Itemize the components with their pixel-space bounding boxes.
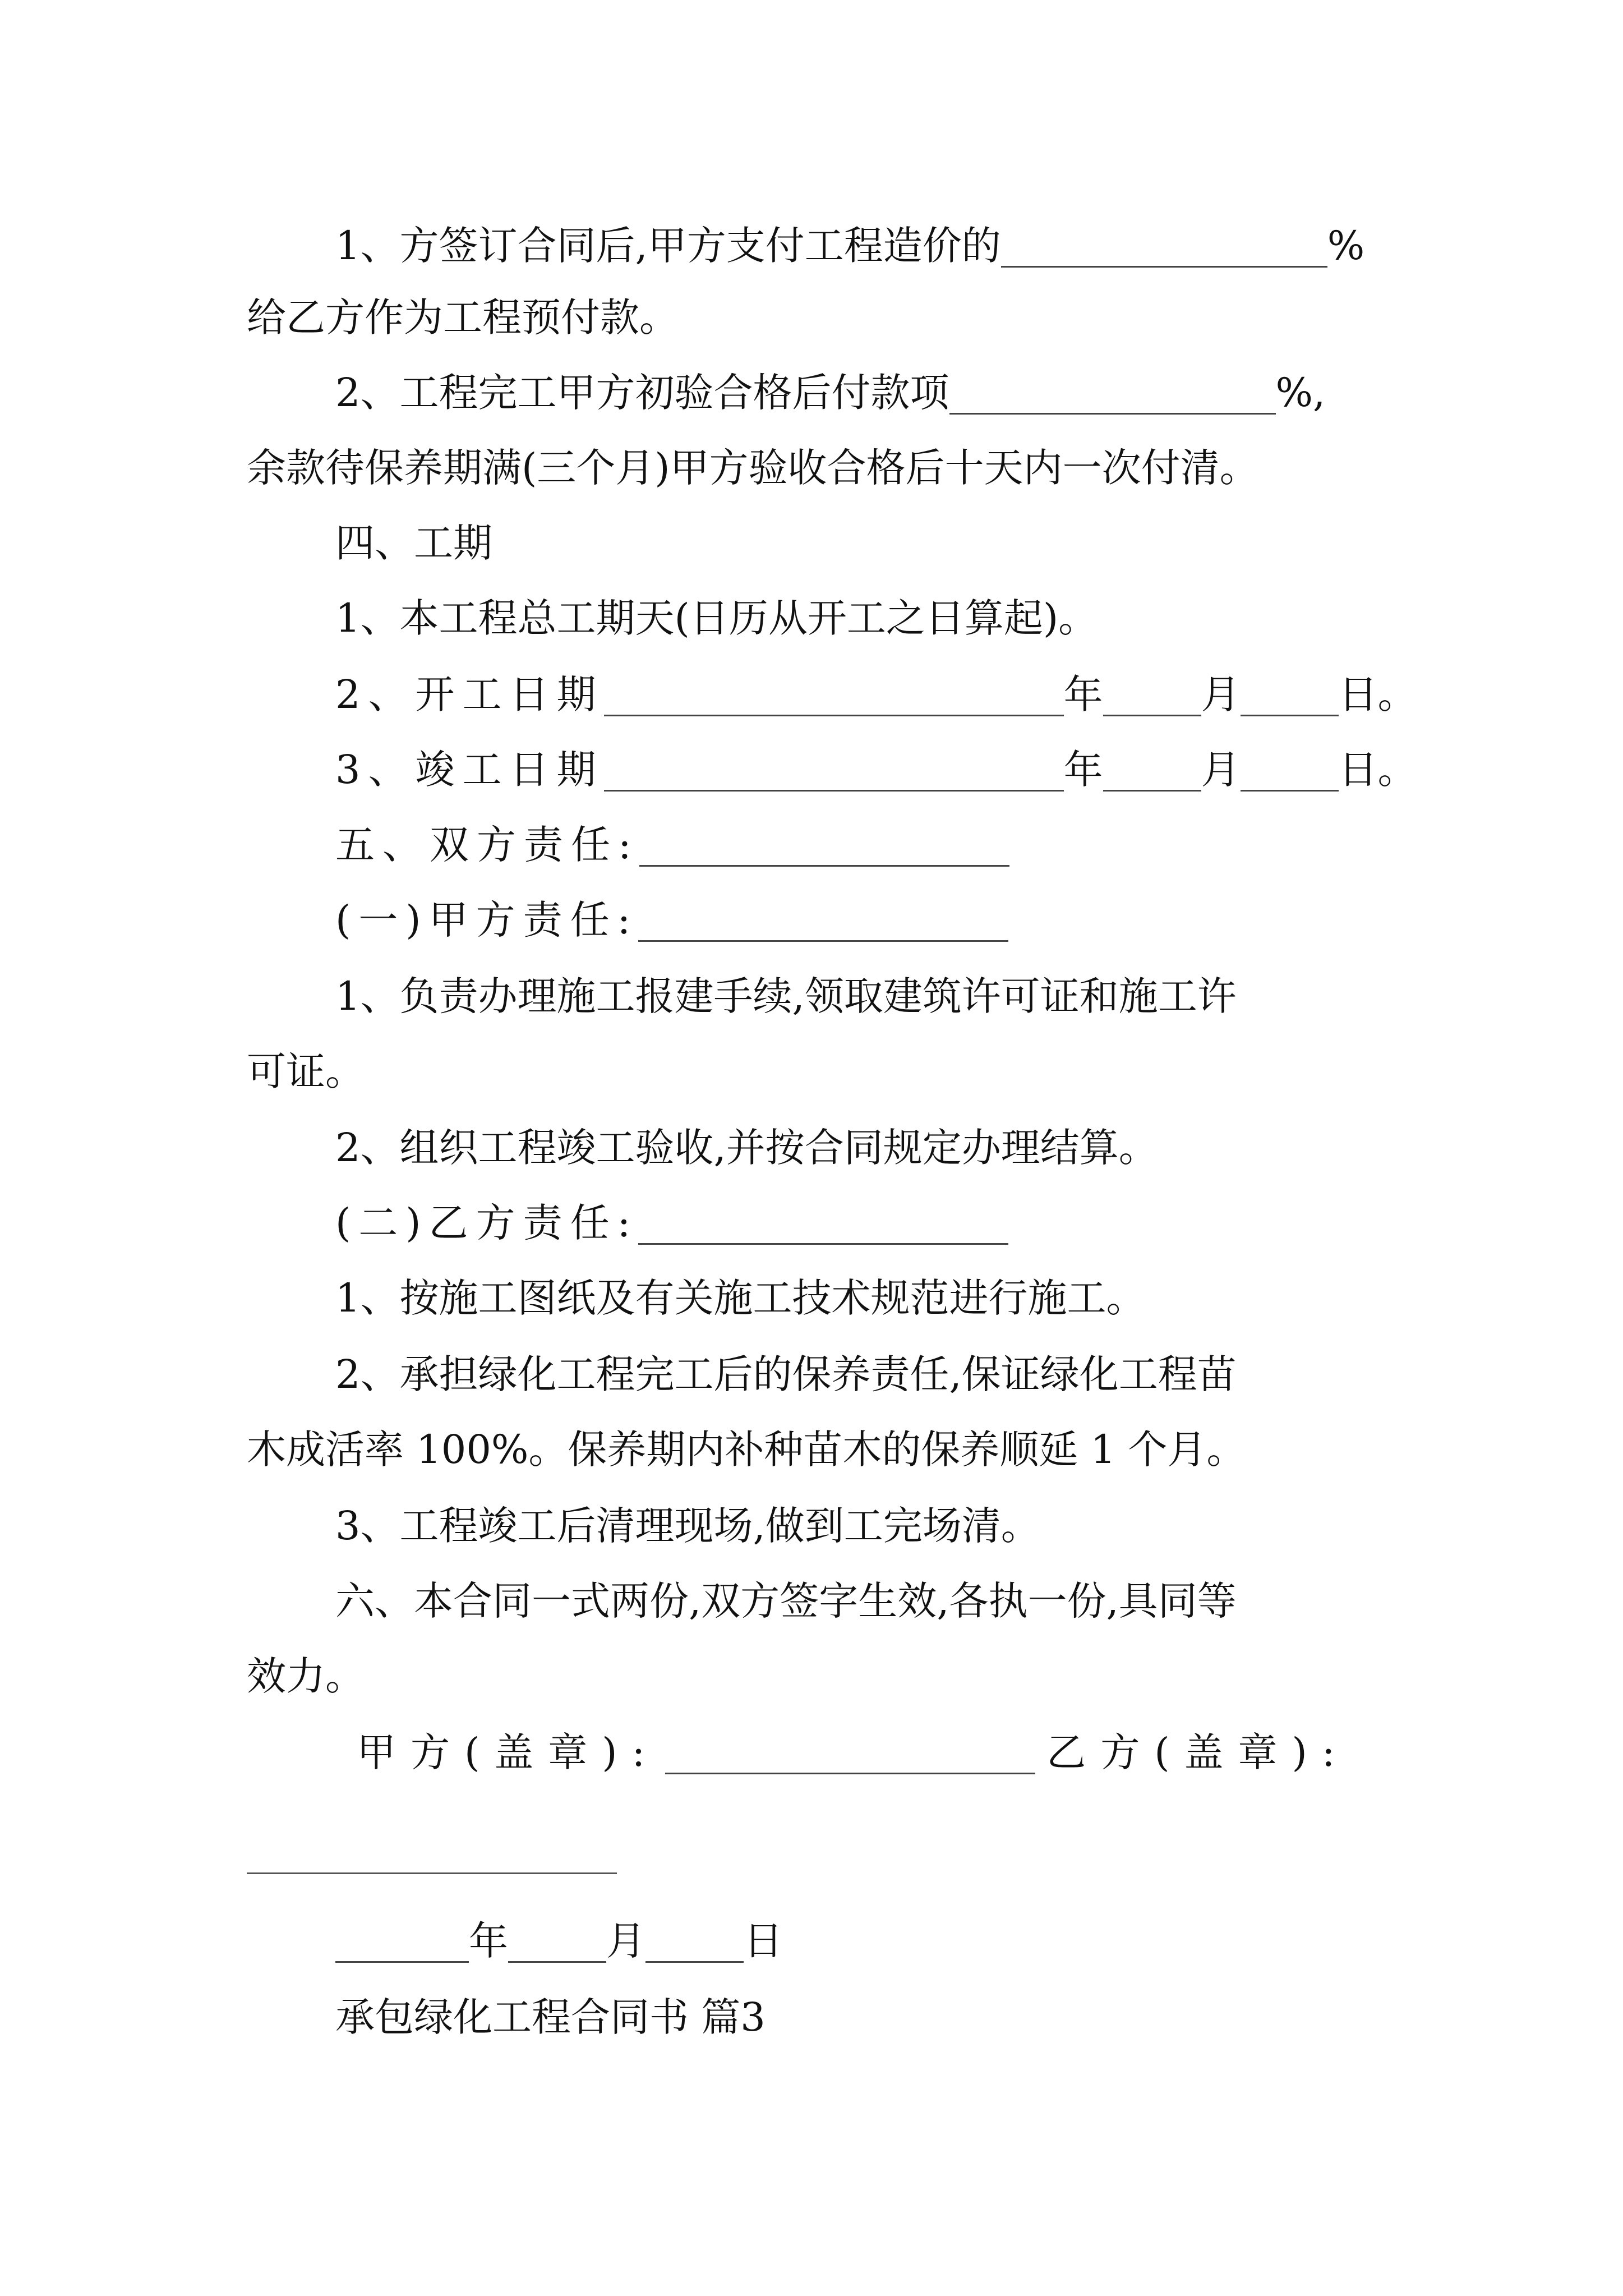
party-b-seal-field[interactable]: [247, 1872, 617, 1874]
section-4-title-text: 四、工期: [335, 520, 492, 566]
section-6-cont-text: 效力。: [247, 1653, 365, 1699]
party-a-responsibility-label: (一)甲方责任:: [335, 897, 639, 943]
day-label: 日。: [1338, 671, 1417, 717]
payment-clause-2-text: 2、工程完工甲方初验合格后付款项: [335, 370, 949, 416]
section-5-title-text: 五、双方责任:: [335, 822, 639, 868]
prepayment-percent-field[interactable]: [1001, 231, 1327, 268]
sign-year-field[interactable]: [335, 1926, 469, 1963]
year-label: 年: [1063, 747, 1103, 793]
year-label: 年: [1063, 671, 1103, 717]
party-a-seal-label: 甲方(盖章):: [357, 1729, 660, 1775]
year-label: 年: [469, 1918, 508, 1964]
party-b-item-2: [0, 1341, 1623, 1408]
sign-day-field[interactable]: [645, 1926, 744, 1963]
end-date-label: 3、竣工日期: [335, 747, 604, 793]
month-label: 月: [606, 1918, 645, 1964]
percent-sign: %,: [1275, 370, 1326, 416]
payment-clause-1-cont-text: 给乙方作为工程预付款。: [247, 295, 679, 341]
section-6-text: 六、本合同一式两份,双方签字生效,各执一份,具同等: [335, 1578, 1237, 1624]
payment-clause-1: [0, 212, 1623, 279]
party-b-seal-label: 乙方(盖章):: [1046, 1729, 1350, 1775]
party-b-item-2-text: 2、承担绿化工程完工后的保养责任,保证绿化工程苗: [335, 1351, 1237, 1397]
section-5-title: [0, 811, 1623, 878]
party-a-item-2-text: 2、组织工程竣工验收,并按合同规定办理结算。: [335, 1125, 1158, 1171]
party-b-item-2-cont-text: 木成活率 100%。保养期内补种苗木的保养顺延 1 个月。: [247, 1427, 1246, 1473]
month-label: 月: [1201, 671, 1241, 717]
party-b-item-3: [0, 1492, 1623, 1559]
party-a-item-1-cont-text: 可证。: [247, 1048, 365, 1094]
duration-clause-text: 1、本工程总工期天(日历从开工之日算起)。: [335, 595, 1098, 641]
next-contract-heading: [0, 1984, 1623, 2051]
acceptance-payment-percent-field[interactable]: [949, 378, 1276, 415]
start-day-field[interactable]: [1241, 680, 1339, 716]
payment-clause-1-text: 1、方签订合同后,甲方支付工程造价的: [335, 223, 1001, 269]
next-contract-heading-text: 承包绿化工程合同书 篇3: [335, 1994, 766, 2040]
sign-month-field[interactable]: [508, 1926, 606, 1963]
party-b-item-1: [0, 1264, 1623, 1332]
section-6-cont: [0, 1642, 1623, 1710]
party-a-item-1-text: 1、负责办理施工报建手续,领取建筑许可证和施工许: [335, 973, 1237, 1019]
party-a-item-2: [0, 1114, 1623, 1181]
day-label: 日: [744, 1918, 783, 1964]
end-year-field[interactable]: [604, 755, 1064, 792]
day-label: 日。: [1338, 747, 1417, 793]
party-a-responsibility-title: [0, 886, 1623, 954]
month-label: 月: [1201, 747, 1241, 793]
signature-line: [0, 1719, 1623, 1786]
start-date-label: 2、开工日期: [335, 671, 604, 717]
start-date-line: [0, 661, 1623, 728]
party-b-responsibility-title: [0, 1189, 1623, 1257]
end-month-field[interactable]: [1103, 755, 1201, 792]
responsibilities-field[interactable]: [639, 830, 1009, 867]
payment-clause-2-cont-text: 余款待保养期满(三个月)甲方验收合格后十天内一次付清。: [247, 445, 1259, 491]
start-year-field[interactable]: [604, 680, 1064, 716]
party-b-responsibility-field[interactable]: [638, 1208, 1008, 1245]
end-day-field[interactable]: [1241, 755, 1339, 792]
payment-clause-1-cont: [0, 284, 1623, 351]
payment-clause-2: [0, 359, 1623, 426]
party-b-item-2-cont: [0, 1416, 1623, 1483]
section-4-title: [0, 509, 1623, 577]
party-b-item-1-text: 1、按施工图纸及有关施工技术规范进行施工。: [335, 1275, 1146, 1321]
party-b-item-3-text: 3、工程竣工后清理现场,做到工完场清。: [335, 1503, 1040, 1549]
percent-sign: %: [1327, 223, 1365, 269]
party-a-seal-field[interactable]: [665, 1738, 1035, 1774]
duration-clause: [0, 585, 1623, 652]
party-a-item-1: [0, 963, 1623, 1030]
sign-date-line: [0, 1907, 1623, 1975]
section-6: [0, 1567, 1623, 1635]
party-b-responsibility-label: (二)乙方责任:: [335, 1200, 639, 1246]
start-month-field[interactable]: [1103, 680, 1201, 716]
payment-clause-2-cont: [0, 434, 1623, 501]
party-a-item-1-cont: [0, 1038, 1623, 1105]
end-date-line: [0, 736, 1623, 803]
party-a-responsibility-field[interactable]: [638, 905, 1008, 942]
